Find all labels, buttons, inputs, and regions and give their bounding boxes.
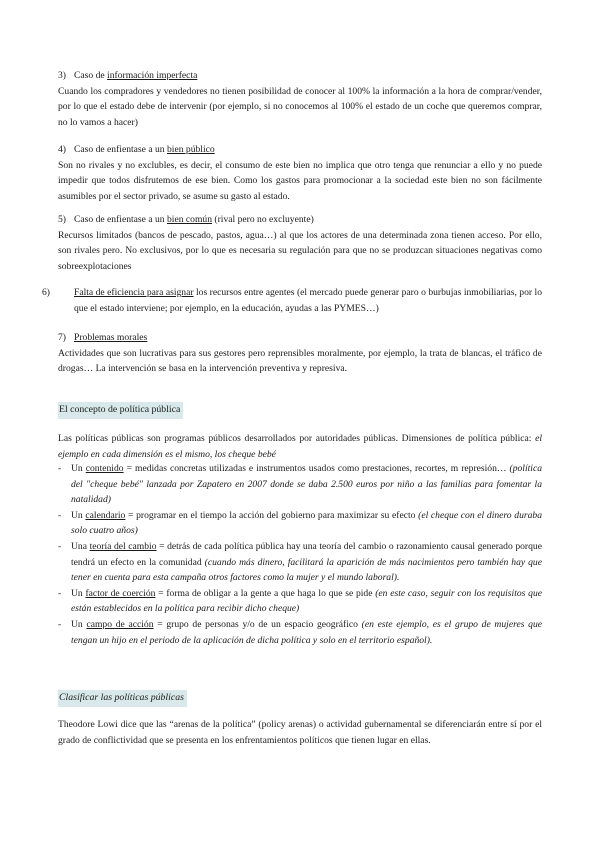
item-term: campo de acción: [86, 618, 154, 630]
item-example: (cuando más dinero, facilitará la aparición de más nacimientos pero también hay que tener en cuenta para esta campaña otros factores como la mujer y el mundo laboral).: [71, 556, 542, 584]
heading-text: Caso de: [74, 70, 108, 81]
section-number: 5): [58, 214, 66, 225]
section-3: [58, 68, 542, 130]
section-number: 3): [58, 70, 66, 81]
item-text: = medidas concretas utilizadas e instrumentos usados como prestaciones, recortes, m represión…: [123, 463, 510, 474]
heading-underlined: Falta de eficiencia para asignar: [74, 287, 194, 298]
item-example: (política del "cheque bebé" lanzada por Zapatero en 2007 donde se daba 2.500 euros por niño a las familias para fomentar la natalidad): [71, 463, 543, 506]
bullet-dash: -: [58, 509, 62, 521]
heading-text: Caso de enfientase a un: [74, 214, 167, 225]
intro-text: Las políticas públicas son programas públicos desarrollados por autoridades públicas. Dimensiones de política pública:: [58, 433, 536, 444]
list-item: [58, 617, 542, 648]
section-number: 7): [58, 332, 66, 343]
list-item: [58, 461, 542, 508]
section-6: [42, 285, 542, 316]
item-prefix: Un: [71, 587, 86, 599]
list-item: [58, 508, 542, 539]
item-example: (el cheque con el dinero duraba solo cuatro años): [71, 509, 542, 537]
intro-italic: el ejemplo en cada dimensión es el mismo, los cheque bebé: [58, 433, 542, 460]
heading-text: Caso de enfientase a un: [74, 144, 167, 155]
section-7-body: Actividades que son lucrativas para sus gestores pero reprensibles moralmente, por ejemplo, la trata de blancas, el tráfico de drogas… La intervención se basa en la intervención preventiva y represiva.: [58, 347, 542, 375]
bullet-dash: -: [58, 587, 62, 599]
item-prefix: Un: [71, 463, 86, 474]
bullet-dash: -: [58, 540, 62, 552]
item-text: = detrás de cada política pública hay una teoría del cambio o razonamiento causal generado porque tendrá un efecto en la comunidad: [71, 540, 542, 568]
section-4: [58, 142, 542, 204]
section-7-heading: [58, 330, 542, 346]
section-7: [58, 330, 542, 377]
item-term: teoría del cambio: [89, 540, 157, 552]
item-text: = grupo de personas y/o de un espacio geográfico: [153, 618, 362, 630]
section-4-body: Son no rivales y no exclubles, es decir, el consumo de este bien no implica que otro tenga que renunciar a ello y no puede impedir que todos disfrutemos de ese bien. Como los gastos para promocionar a la sociedad este bien no son fácilmente asumibles por el sector privado, se asume su gasto al estado.: [58, 159, 542, 202]
heading-underlined: información imperfecta: [107, 70, 198, 81]
dimensions-list: [58, 461, 542, 648]
item-prefix: Una: [71, 540, 90, 552]
item-prefix: Un: [71, 618, 87, 630]
item-example: (en este caso, seguir con los requisitos que están establecidos en la política para recibir dicho cheque): [71, 587, 543, 615]
heading-underlined: bien común: [166, 214, 213, 225]
section-6-body: los recursos entre agentes (el mercado puede generar paro o burbujas inmobiliarias, por lo que el estado interviene; por ejemplo, en la educación, ayudas a las PYMES…): [74, 287, 542, 314]
section-number: 4): [58, 144, 66, 155]
intro-paragraph: [58, 431, 542, 462]
list-item: [58, 539, 542, 586]
bullet-dash: -: [58, 463, 62, 474]
lowi-paragraph: Theodore Lowi dice que las “arenas de la política” (policy arenas) o actividad gubernamental se diferenciarán entre sí por el grado de conflictividad que se presenta en los enfrentamientos políticos que tienen lugar en ellas.: [58, 719, 542, 746]
list-item: [58, 586, 542, 617]
section-3-heading: [58, 68, 542, 84]
item-text: = forma de obligar a la gente a que haga lo que se pide: [155, 587, 376, 599]
section-5-heading: [58, 212, 542, 228]
item-prefix: Un: [71, 509, 86, 521]
bullet-dash: -: [58, 618, 62, 630]
section-heading-clasificar: Clasificar las políticas públicas: [58, 690, 187, 707]
item-example: (en este ejemplo, es el grupo de mujeres que tengan un hijo en el periodo de la aplicación de dicha política y solo en el territorio español).: [71, 618, 542, 646]
item-term: factor de coerción: [85, 587, 156, 599]
section-3-body: Cuando los compradores y vendedores no tienen posibilidad de conocer al 100% la información a la hora de comprar/vender, por lo que el estado debe de intervenir (por ejemplo, si no conocemos al 100% el estado de un coche que queremos comprar, no lo vamos a hacer): [58, 85, 542, 128]
section-heading-politica-publica: El concepto de política pública: [58, 402, 183, 419]
section-5-body: Recursos limitados (bancos de pescado, pastos, agua…) al que los actores de una determinada zona tienen acceso. Por ello, son rivales pero. No exclusivos, por lo que es necesaria su regulación para que no se produzcan situaciones negativas como sobreexplotaciones: [58, 229, 542, 272]
section-5: [58, 212, 542, 274]
item-term: calendario: [85, 509, 126, 521]
heading-underlined: Problemas morales: [74, 332, 148, 343]
section-4-heading: [58, 142, 542, 158]
heading-suffix: (rival pero no excluyente): [212, 214, 314, 225]
heading-underlined: bien público: [166, 144, 215, 155]
item-text: = programar en el tiempo la acción del gobierno para maximizar su efecto: [125, 509, 419, 521]
section-number: 6): [42, 287, 50, 298]
item-term: contenido: [85, 463, 124, 474]
